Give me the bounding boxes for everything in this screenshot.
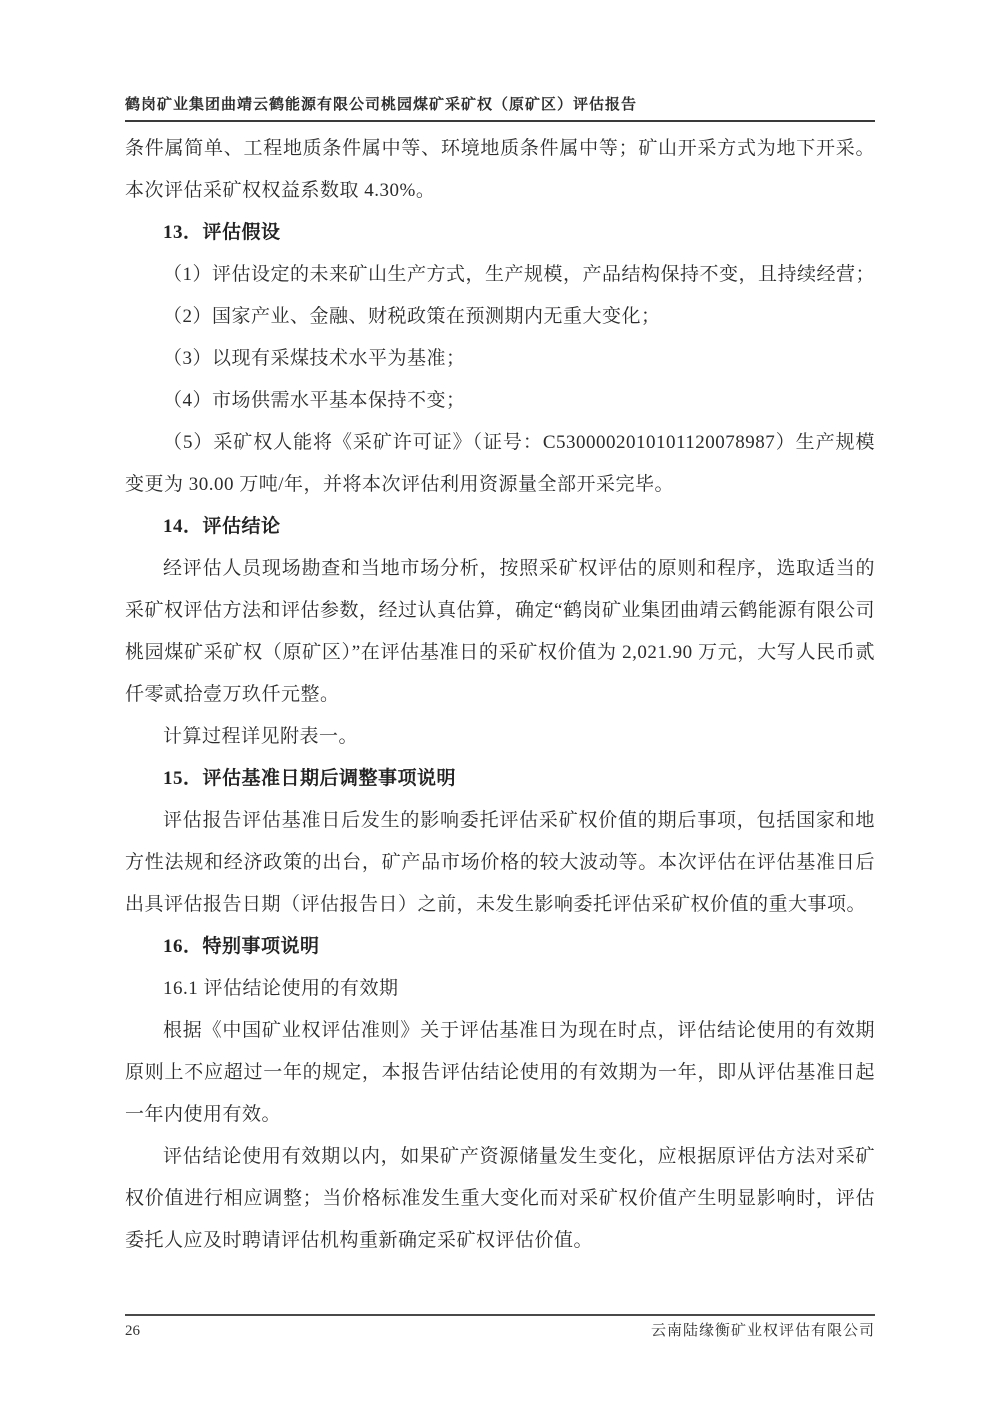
page-header	[125, 0, 875, 122]
paragraph: （5）采矿权人能将《采矿许可证》（证号：C5300002010101120078987）生产规模变更为 30.00 万吨/年，并将本次评估利用资源量全部开采完毕。	[125, 432, 875, 495]
report-page	[125, 0, 875, 1414]
paragraph: 计算过程详见附表一。	[163, 726, 359, 747]
paragraph: 评估报告评估基准日后发生的影响委托评估采矿权价值的期后事项，包括国家和地方性法规和经济政策的出台，矿产品市场价格的较大波动等。本次评估在评估基准日后出具评估报告日期（评估报告日）之前，未发生影响委托评估采矿权价值的重大事项。	[125, 810, 875, 915]
subsection-heading: 16.1 评估结论使用的有效期	[163, 978, 399, 999]
section-heading: 15．评估基准日期后调整事项说明	[163, 768, 457, 789]
page-number: 26	[125, 1323, 140, 1339]
paragraph: （1）评估设定的未来矿山生产方式，生产规模，产品结构保持不变，且持续经营；	[163, 264, 876, 285]
paragraph: （3）以现有采煤技术水平为基准；	[163, 348, 466, 369]
section-heading: 13．评估假设	[163, 222, 281, 243]
footer-company: 云南陆缘衡矿业权评估有限公司	[650, 1323, 875, 1339]
paragraph: 根据《中国矿业权评估准则》关于评估基准日为现在时点，评估结论使用的有效期原则上不应超过一年的规定，本报告评估结论使用的有效期为一年，即从评估基准日起一年内使用有效。	[125, 1020, 875, 1125]
paragraph: 经评估人员现场勘查和当地市场分析，按照采矿权评估的原则和程序，选取适当的采矿权评估方法和评估参数，经过认真估算，确定“鹤岗矿业集团曲靖云鹤能源有限公司桃园煤矿采矿权（原矿区）”在评估基准日的采矿权价值为 2,021.90 万元，大写人民币贰仟零贰拾壹万玖仟元整。	[125, 558, 875, 705]
section-heading: 14．评估结论	[163, 516, 281, 537]
paragraph: 条件属简单、工程地质条件属中等、环境地质条件属中等；矿山开采方式为地下开采。本次评估采矿权权益系数取 4.30%。	[125, 138, 875, 201]
section-heading: 16．特别事项说明	[163, 936, 320, 957]
page-footer	[125, 1314, 875, 1340]
paragraph: （2）国家产业、金融、财税政策在预测期内无重大变化；	[163, 306, 661, 327]
header-title: 鹤岗矿业集团曲靖云鹤能源有限公司桃园煤矿采矿权（原矿区）评估报告	[125, 93, 875, 122]
paragraph: 评估结论使用有效期以内，如果矿产资源储量发生变化，应根据原评估方法对采矿权价值进行相应调整；当价格标准发生重大变化而对采矿权价值产生明显影响时，评估委托人应及时聘请评估机构重新确定采矿权评估价值。	[125, 1146, 875, 1251]
paragraph: （4）市场供需水平基本保持不变；	[163, 390, 466, 411]
document-body	[125, 122, 875, 1262]
